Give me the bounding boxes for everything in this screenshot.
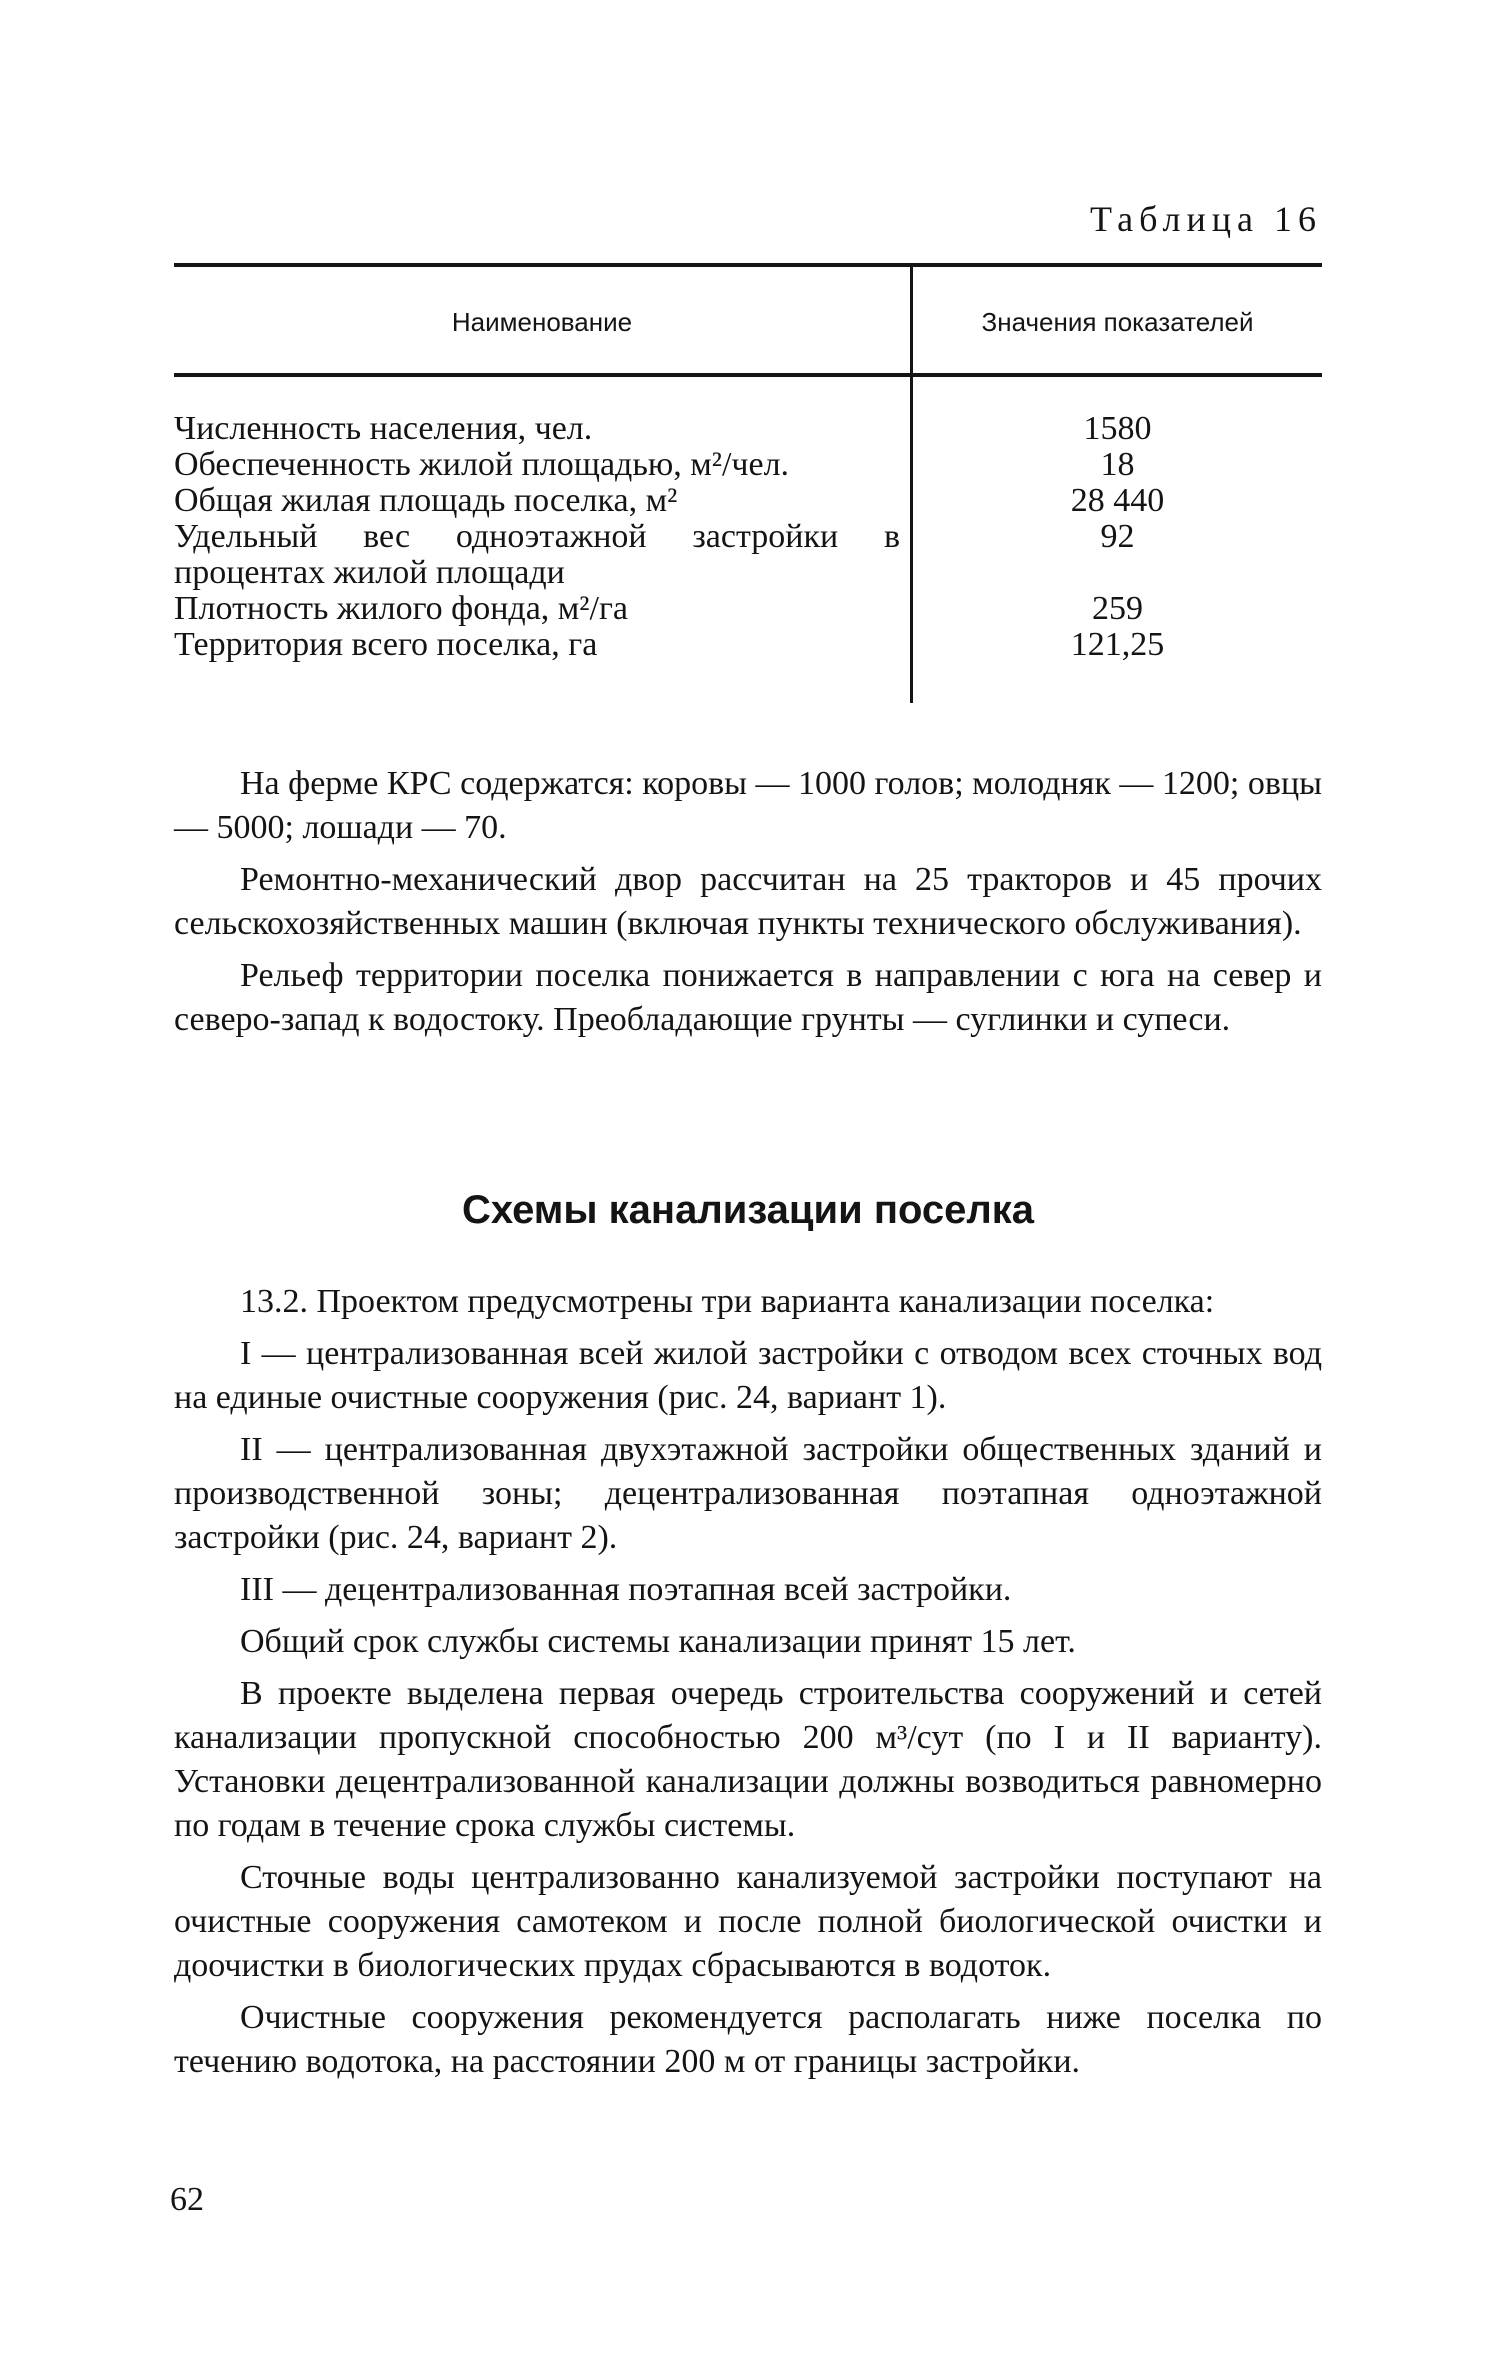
row-name: Плотность жилого фонда, м²/га: [174, 590, 628, 627]
table-top-rule: [174, 263, 1322, 267]
row-value: 92: [1100, 518, 1135, 555]
row-value: 259: [1092, 590, 1143, 627]
page-number: 62: [170, 2181, 204, 2218]
intro-text: [174, 762, 1322, 1050]
paragraph: II — централизованная двухэтажной застройки общественных зданий и производственной зоны; децентрализованная поэтапная одноэтажной застройки (рис. 24, вариант 2).: [174, 1431, 1322, 1556]
paragraph: На ферме КРС содержатся: коровы — 1000 голов; молодняк — 1200; овцы — 5000; лошади — 70.: [174, 765, 1322, 846]
row-name: Численность населения, чел.: [174, 410, 593, 447]
row-value: 28 440: [1070, 482, 1165, 519]
table-row: [174, 483, 1322, 519]
column-header-name: Наименование: [451, 307, 633, 337]
table-body: [174, 411, 1322, 663]
row-value: 18: [1100, 446, 1135, 483]
row-name: Обеспеченность жилой площадью, м²/чел.: [174, 446, 790, 483]
paragraph: Сточные воды централизованно канализуемой застройки поступают на очистные сооружения самотеком и после полной биологической очистки и доочистки в биологических прудах сбрасываются в водоток.: [174, 1859, 1322, 1984]
paragraph: В проекте выделена первая очередь строительства сооружений и сетей канализации пропускной способностью 200 м³/сут (по I и II варианту). Установки децентрализованной канализации должны возводиться равномерно по годам в течение срока службы системы.: [174, 1675, 1322, 1844]
paragraph: Ремонтно-механический двор рассчитан на 25 тракторов и 45 прочих сельскохозяйственных машин (включая пункты технического обслуживания).: [174, 861, 1322, 942]
paragraph: Общий срок службы системы канализации принят 15 лет.: [240, 1623, 1076, 1660]
row-value: 121,25: [1070, 626, 1165, 663]
table-row: [174, 627, 1322, 663]
table-row: [174, 519, 1322, 591]
row-name: Общая жилая площадь поселка, м²: [174, 482, 678, 519]
table-header-rule: [174, 373, 1322, 377]
table-caption: Таблица 16: [1090, 199, 1322, 239]
row-name: Удельный вес одноэтажной застройки в процентах жилой площади: [174, 518, 900, 591]
column-header-value: Значения показателей: [981, 307, 1254, 337]
paragraph: Рельеф территории поселка понижается в направлении с юга на север и северо-запад к водостоку. Преобладающие грунты — суглинки и супеси.: [174, 957, 1322, 1038]
section-heading: Схемы канализации поселка: [461, 1188, 1035, 1232]
paragraph: 13.2. Проектом предусмотрены три варианта канализации поселка:: [240, 1283, 1215, 1320]
table-row: [174, 591, 1322, 627]
paragraph: I — централизованная всей жилой застройки с отводом всех сточных вод на единые очистные сооружения (рис. 24, вариант 1).: [174, 1335, 1322, 1416]
row-name: Территория всего поселка, га: [174, 626, 598, 663]
row-value: 1580: [1083, 410, 1152, 447]
section-text: [174, 1280, 1322, 2092]
table-row: [174, 411, 1322, 447]
paragraph: Очистные сооружения рекомендуется располагать ниже поселка по течению водотока, на расстоянии 200 м от границы застройки.: [174, 1999, 1322, 2080]
table-row: [174, 447, 1322, 483]
paragraph: III — децентрализованная поэтапная всей застройки.: [240, 1571, 1012, 1608]
indicator-table: [174, 263, 1322, 703]
